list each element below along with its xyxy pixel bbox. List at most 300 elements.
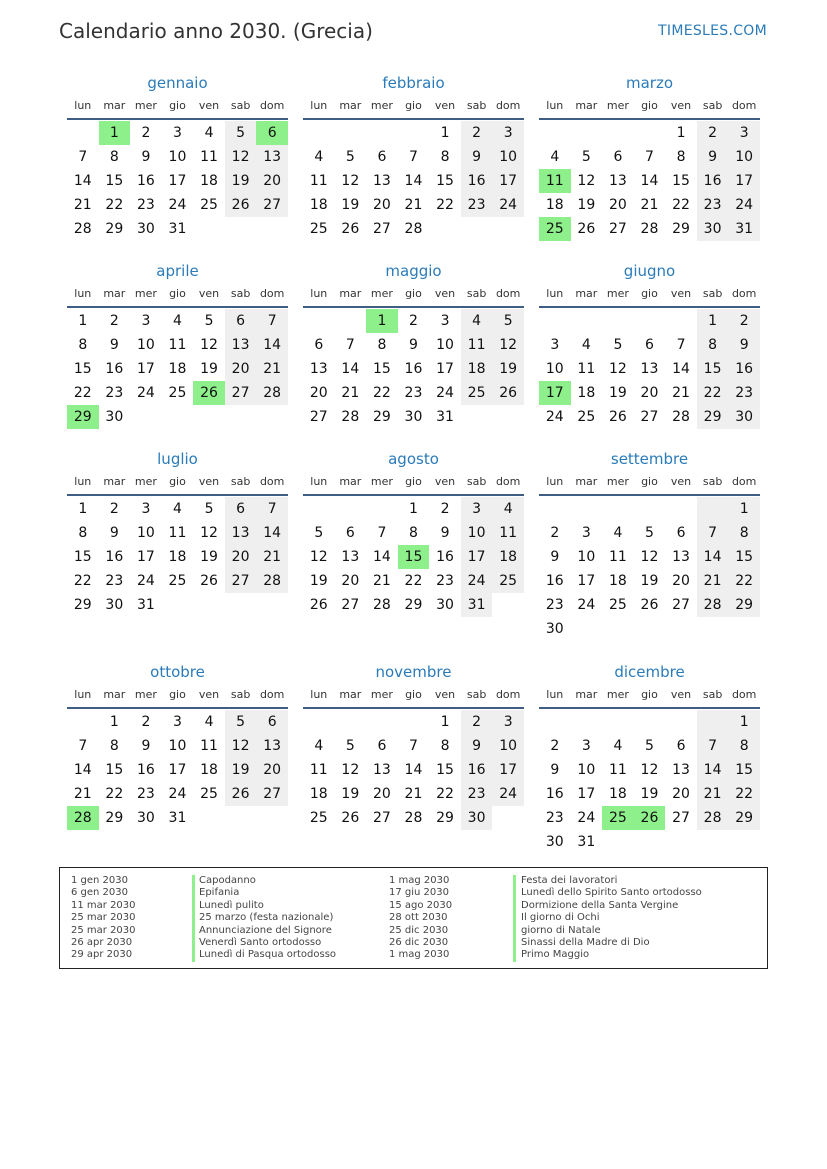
day-cell: 8 [728,521,760,545]
legend-item: Il giorno di Ochi [521,912,600,924]
day-cell: 22 [436,786,454,802]
day-cell: 3 [492,121,524,145]
day-cell: 29 [697,405,729,429]
day-cell: 20 [309,385,328,401]
empty-cell [602,121,634,145]
day-cell: 2 [697,121,729,145]
weekday-label: mer [134,287,157,300]
day-cell: 20 [256,758,288,782]
day-cell: 27 [672,597,690,613]
day-cell: 8 [697,333,729,357]
empty-cell [335,497,367,521]
day-cell: 7 [676,337,686,353]
day-cell: 30 [728,405,760,429]
weekday-label: sab [466,688,487,701]
day-cell: 15 [73,549,92,565]
day-cell: 27 [608,221,627,237]
day-cell: 19 [341,197,360,213]
legend-item: 25 marzo (festa nazionale) [199,912,334,924]
day-cell: 29 [728,806,760,830]
day-cell: 18 [608,786,627,802]
day-cell: 7 [697,734,729,758]
day-cell: 21 [404,786,423,802]
day-cell: 11 [200,149,218,165]
day-cell: 26 [608,409,627,425]
weekday-label: gio [405,688,422,701]
day-cell: 16 [105,549,124,565]
legend-item: 25 dic 2030 [389,924,449,936]
empty-cell [571,121,603,145]
month-2 [539,72,760,241]
day-cell: 25 [168,573,187,589]
day-cell: 27 [372,810,391,826]
day-cell: 1 [78,501,88,517]
day-cell: 16 [461,169,493,193]
day-cell: 22 [73,385,92,401]
day-cell: 31 [136,597,155,613]
legend-item: Lunedì pulito [199,899,264,911]
day-cell: 31 [461,593,493,617]
legend-item: 29 apr 2030 [71,949,133,961]
month-row [67,260,760,429]
day-cell: 14 [256,521,288,545]
day-cell: 10 [728,145,760,169]
days-grid [67,121,288,241]
day-cell: 8 [78,337,88,353]
day-cell: 30 [136,221,155,237]
day-cell: 13 [640,361,659,377]
day-cell: 2 [550,525,560,541]
day-cell: 20 [372,197,391,213]
day-cell: 13 [672,549,690,565]
day-cell: 3 [440,313,450,329]
weekday-label: dom [259,287,285,300]
day-cell: 9 [109,525,119,541]
day-cell: 26 [492,381,524,405]
days-grid [539,710,760,854]
weekday-label: dom [731,287,757,300]
day-cell: 21 [256,545,288,569]
weekday-label: ven [670,688,692,701]
weekday-header [303,285,524,308]
site-link[interactable]: TIMESLES.COM [658,23,767,39]
holiday-day-cell: 28 [67,806,99,830]
day-cell: 16 [436,549,454,565]
day-cell: 4 [314,738,324,754]
day-cell: 7 [256,309,288,333]
legend-item: 1 gen 2030 [71,875,129,886]
day-cell: 31 [168,810,187,826]
day-cell: 14 [372,549,391,565]
day-cell: 6 [225,497,257,521]
day-cell: 12 [225,145,257,169]
days-grid [303,309,524,429]
weekday-label: mer [134,99,157,112]
day-cell: 3 [581,525,591,541]
empty-cell [398,121,430,145]
day-cell: 30 [136,810,155,826]
legend-left-marker [192,875,195,962]
legend-right-names [521,875,702,962]
day-cell: 28 [697,593,729,617]
day-cell: 8 [377,337,387,353]
empty-cell [665,710,697,734]
legend-item: 25 mar 2030 [71,912,136,924]
day-cell: 10 [168,149,187,165]
weekday-label: mer [606,287,629,300]
day-cell: 7 [697,521,729,545]
weekday-label: lun [546,475,564,488]
day-cell: 18 [577,385,596,401]
day-cell: 14 [697,758,729,782]
empty-cell [571,710,603,734]
day-cell: 28 [73,221,92,237]
weekday-header [539,473,760,496]
legend-item: Epifania [199,887,240,899]
empty-cell [697,497,729,521]
month-name: giugno [623,262,676,280]
day-cell: 25 [200,786,218,802]
day-cell: 18 [168,549,187,565]
day-cell: 24 [136,385,155,401]
weekday-label: dom [731,99,757,112]
days-grid [67,710,288,830]
legend-left-dates [71,875,136,962]
weekday-label: mar [103,688,126,701]
weekday-label: dom [259,99,285,112]
day-cell: 29 [73,597,92,613]
day-cell: 28 [404,810,423,826]
holiday-day-cell: 25 [602,806,634,830]
day-cell: 24 [436,385,454,401]
day-cell: 29 [436,810,454,826]
day-cell: 8 [440,149,450,165]
day-cell: 19 [640,573,659,589]
month-name: agosto [388,450,439,468]
empty-cell [366,121,398,145]
empty-cell [539,497,571,521]
day-cell: 26 [341,221,360,237]
day-cell: 29 [728,593,760,617]
day-cell: 9 [440,525,450,541]
day-cell: 28 [672,409,690,425]
weekday-label: ven [670,99,692,112]
empty-cell [634,309,666,333]
day-cell: 6 [377,738,387,754]
month-6 [67,448,288,641]
day-cell: 18 [200,762,218,778]
legend-item: 1 mag 2030 [389,949,450,961]
weekday-label: mer [370,287,393,300]
day-cell: 15 [105,173,124,189]
day-cell: 12 [341,173,360,189]
day-cell: 19 [200,361,218,377]
day-cell: 13 [672,762,690,778]
day-cell: 20 [608,197,627,213]
day-cell: 24 [492,782,524,806]
day-cell: 23 [136,197,155,213]
day-cell: 25 [461,381,493,405]
day-cell: 25 [200,197,218,213]
weekday-label: mer [606,99,629,112]
day-cell: 3 [173,714,182,730]
day-cell: 8 [728,734,760,758]
day-cell: 28 [256,381,288,405]
day-cell: 3 [141,501,151,517]
legend-item: 26 dic 2030 [389,936,449,948]
day-cell: 11 [168,525,187,541]
month-name: marzo [625,74,674,92]
empty-cell [67,121,99,145]
holiday-day-cell: 1 [99,121,131,145]
day-cell: 1 [728,710,760,734]
weekday-header [539,285,760,308]
month-row [67,661,760,854]
empty-cell [303,497,335,521]
day-cell: 22 [372,385,391,401]
day-cell: 5 [225,710,257,734]
day-cell: 14 [73,762,92,778]
weekday-label: sab [466,99,487,112]
day-cell: 4 [492,497,524,521]
day-cell: 2 [728,309,760,333]
day-cell: 12 [640,549,659,565]
day-cell: 26 [225,782,257,806]
day-cell: 8 [109,149,119,165]
empty-cell [602,497,634,521]
month-1 [303,72,524,241]
weekday-label: dom [495,287,521,300]
month-9 [67,661,288,854]
day-cell: 28 [697,806,729,830]
day-cell: 4 [461,309,493,333]
day-cell: 2 [409,313,418,329]
month-name: aprile [156,262,199,280]
day-cell: 7 [256,497,288,521]
holiday-day-cell: 15 [398,545,430,569]
legend-item: Annunciazione del Signore [199,924,332,936]
day-cell: 5 [345,738,355,754]
weekday-label: dom [495,475,521,488]
day-cell: 24 [168,197,187,213]
day-cell: 14 [640,173,659,189]
day-cell: 10 [436,337,454,353]
day-cell: 19 [640,786,659,802]
legend-item: 6 gen 2030 [71,887,129,899]
weekday-label: dom [259,688,285,701]
day-cell: 8 [676,149,686,165]
weekday-header [67,686,288,709]
day-cell: 10 [492,734,524,758]
day-cell: 10 [492,145,524,169]
weekday-label: lun [74,287,92,300]
day-cell: 21 [341,385,360,401]
day-cell: 9 [141,738,151,754]
day-cell: 10 [136,337,155,353]
day-cell: 21 [256,357,288,381]
weekday-label: lun [310,688,328,701]
month-0 [67,72,288,241]
month-name: luglio [157,450,198,468]
day-cell: 1 [728,497,760,521]
day-cell: 17 [492,758,524,782]
weekday-label: ven [434,688,456,701]
day-cell: 25 [168,385,187,401]
weekday-label: mer [370,99,393,112]
day-cell: 26 [309,597,328,613]
weekday-header [539,686,760,709]
weekday-label: mar [339,99,362,112]
day-cell: 20 [341,573,360,589]
weekday-label: ven [670,475,692,488]
weekday-label: lun [74,688,92,701]
legend-item: Sinassi della Madre di Dio [521,936,650,948]
weekday-label: sab [702,475,723,488]
weekday-label: lun [310,99,328,112]
day-cell: 17 [136,361,155,377]
day-cell: 1 [440,714,450,730]
empty-cell [539,710,571,734]
weekday-label: mar [339,475,362,488]
day-cell: 13 [256,734,288,758]
day-cell: 23 [728,381,760,405]
day-cell: 17 [492,169,524,193]
weekday-label: ven [198,287,220,300]
day-cell: 23 [404,385,423,401]
empty-cell [634,710,666,734]
day-cell: 20 [225,357,257,381]
day-cell: 26 [200,573,218,589]
day-cell: 16 [136,762,155,778]
day-cell: 14 [672,361,690,377]
day-cell: 5 [645,525,654,541]
day-cell: 17 [168,173,187,189]
day-cell: 18 [309,197,328,213]
day-cell: 11 [309,762,328,778]
empty-cell [571,309,603,333]
weekday-header [303,473,524,496]
day-cell: 28 [256,569,288,593]
empty-cell [634,121,666,145]
day-cell: 21 [697,569,729,593]
day-cell: 4 [173,501,182,517]
page-title: Calendario anno 2030. (Grecia) [59,19,373,43]
weekday-label: ven [434,287,456,300]
weekday-label: mar [575,688,598,701]
day-cell: 25 [309,221,328,237]
weekday-label: gio [169,99,186,112]
day-cell: 8 [109,738,119,754]
day-cell: 13 [608,173,627,189]
month-5 [539,260,760,429]
day-cell: 10 [577,549,596,565]
weekday-label: mar [103,287,126,300]
day-cell: 11 [492,521,524,545]
weekday-label: gio [641,688,658,701]
day-cell: 12 [200,525,218,541]
day-cell: 19 [341,786,360,802]
day-cell: 16 [404,361,423,377]
empty-cell [335,309,367,333]
day-cell: 20 [672,573,690,589]
day-cell: 15 [105,762,124,778]
day-cell: 4 [314,149,324,165]
day-cell: 2 [109,313,119,329]
day-cell: 22 [105,197,124,213]
day-cell: 9 [409,337,418,353]
day-cell: 8 [440,738,450,754]
day-cell: 30 [697,217,729,241]
weekday-label: mar [575,287,598,300]
day-cell: 29 [672,221,690,237]
day-cell: 23 [105,385,124,401]
day-cell: 23 [436,573,454,589]
day-cell: 10 [168,738,187,754]
day-cell: 1 [78,313,88,329]
weekday-label: gio [169,688,186,701]
day-cell: 28 [640,221,659,237]
day-cell: 16 [461,758,493,782]
weekday-label: mar [575,475,598,488]
day-cell: 9 [728,333,760,357]
empty-cell [335,121,367,145]
day-cell: 22 [73,573,92,589]
day-cell: 6 [225,309,257,333]
day-cell: 23 [545,810,564,826]
month-11 [539,661,760,854]
day-cell: 6 [256,710,288,734]
month-8 [539,448,760,641]
day-cell: 10 [577,762,596,778]
day-cell: 27 [372,221,391,237]
month-name: dicembre [614,663,685,681]
day-cell: 4 [173,313,182,329]
month-10 [303,661,524,854]
day-cell: 21 [73,786,92,802]
day-cell: 16 [105,361,124,377]
weekday-label: dom [731,475,757,488]
day-cell: 19 [225,758,257,782]
day-cell: 18 [608,573,627,589]
days-grid [303,497,524,617]
day-cell: 27 [672,810,690,826]
day-cell: 1 [109,714,119,730]
weekday-label: lun [546,688,564,701]
day-cell: 2 [141,125,151,141]
days-grid [539,497,760,641]
days-grid [67,497,288,617]
day-cell: 23 [545,597,564,613]
day-cell: 20 [672,786,690,802]
month-name: novembre [375,663,452,681]
day-cell: 7 [78,738,88,754]
day-cell: 12 [200,337,218,353]
day-cell: 11 [168,337,187,353]
day-cell: 16 [136,173,155,189]
empty-cell [602,309,634,333]
day-cell: 30 [545,621,564,637]
holiday-day-cell: 26 [193,381,225,405]
day-cell: 8 [409,525,418,541]
day-cell: 10 [136,525,155,541]
day-cell: 4 [613,525,623,541]
weekday-label: mer [134,688,157,701]
weekday-label: dom [259,475,285,488]
day-cell: 3 [173,125,182,141]
day-cell: 27 [640,409,659,425]
weekday-label: mer [134,475,157,488]
weekday-label: mar [339,688,362,701]
